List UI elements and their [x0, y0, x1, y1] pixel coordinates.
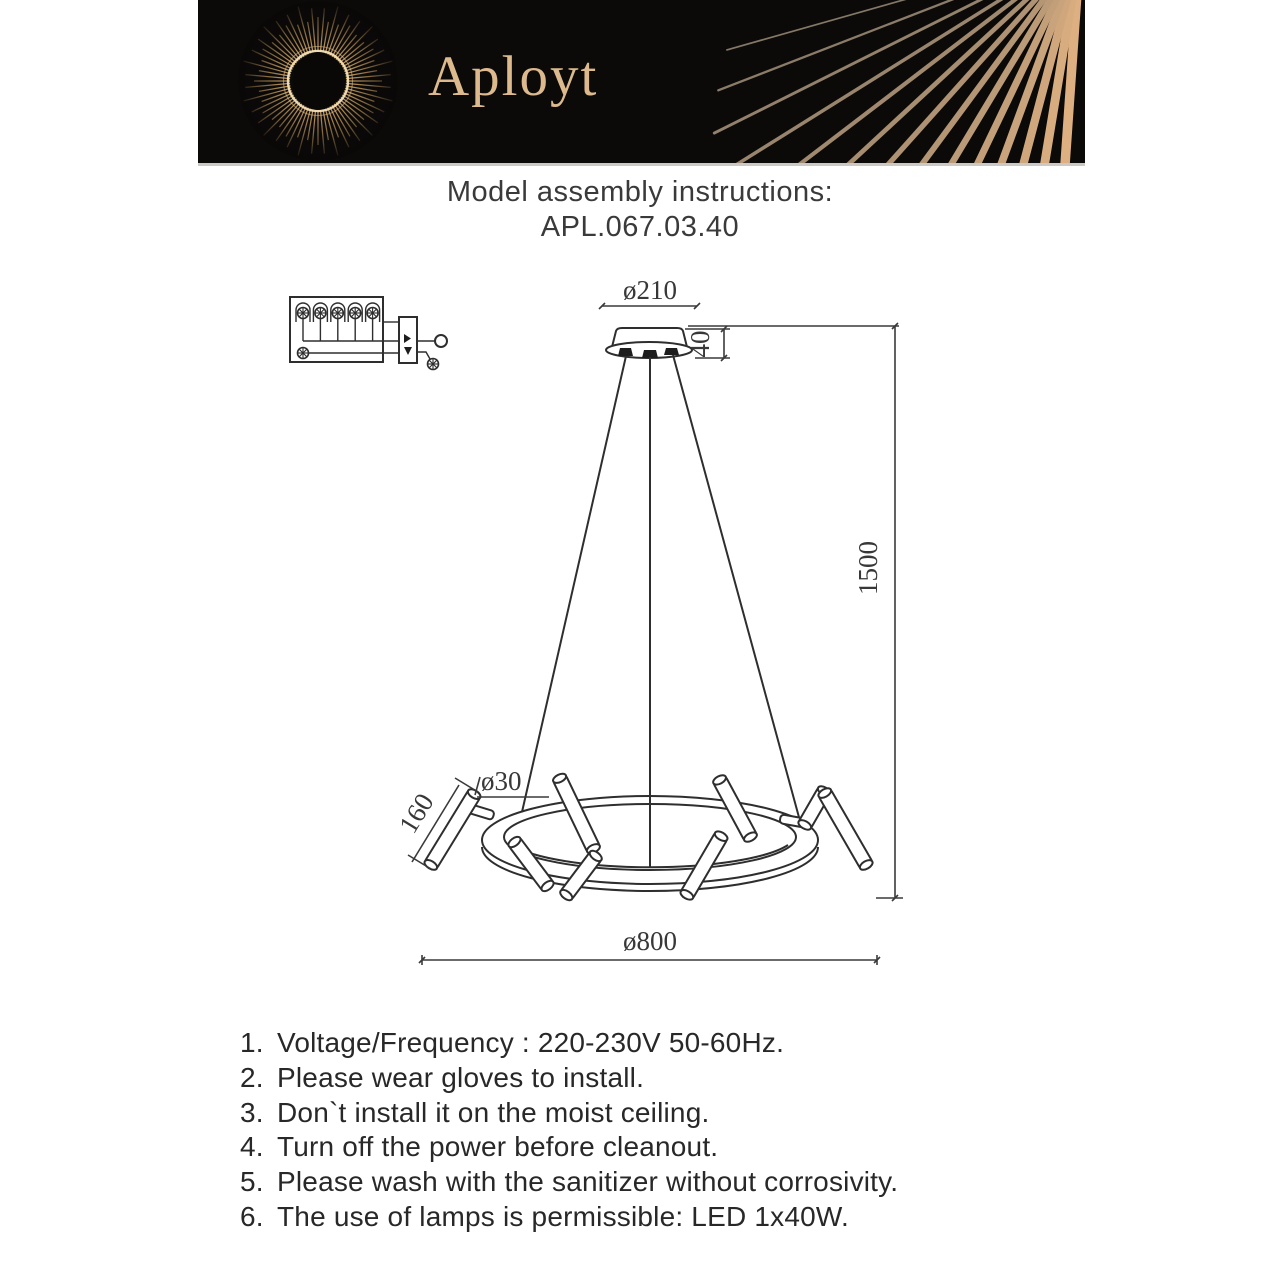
page-title: Model assembly instructions: [446, 176, 834, 208]
dimension-canopy-diameter [599, 275, 700, 309]
instruction-text: The use of lamps is permissible: LED 1x40W. [277, 1200, 849, 1232]
dimension-canopy-height [685, 326, 730, 361]
cable-left [522, 356, 626, 812]
brand-logo-starburst [233, 0, 403, 166]
assembly-drawing [240, 255, 960, 1015]
instruction-item [0, 1096, 1280, 1131]
dim-label-ring-diameter: ø800 [623, 926, 677, 956]
starburst-center [293, 52, 343, 110]
terminal-ring [435, 335, 447, 347]
spot-tube [552, 772, 602, 855]
cable-right [673, 355, 800, 821]
instruction-text: Please wash with the sanitizer without corrosivity. [277, 1166, 899, 1198]
instruction-item [0, 1061, 1280, 1096]
dimension-ring-diameter [419, 926, 880, 965]
instruction-number: 1. [240, 1027, 264, 1058]
dim-label-canopy-diameter: ø210 [623, 275, 677, 305]
lamp-symbol [367, 308, 378, 319]
spot-tube [507, 835, 556, 893]
instructions-list [0, 1026, 1280, 1235]
dim-label-drop-height: 1500 [853, 541, 883, 595]
instruction-text: Please wear gloves to install. [277, 1061, 645, 1093]
wiring-schematic [290, 297, 447, 370]
lamp-symbol [298, 308, 309, 319]
driver-mark [404, 347, 412, 355]
ceiling-canopy [606, 328, 692, 358]
instruction-number: 4. [240, 1131, 264, 1163]
brand-name: Aployt [428, 45, 599, 108]
lamp-symbol [315, 308, 326, 319]
instruction-number: 6. [240, 1200, 264, 1232]
spot-tube [558, 849, 603, 903]
instruction-item [0, 1200, 1280, 1235]
instruction-number: 3. [240, 1096, 264, 1128]
lamp-symbol [428, 359, 439, 370]
cable-grip [642, 350, 658, 358]
dimension-spot-diameter [475, 766, 549, 797]
cable-grip [618, 348, 633, 356]
ground-wire [417, 352, 430, 359]
spot-tube [817, 786, 874, 871]
dim-label-canopy-height: 40 [685, 330, 715, 358]
dim-label-spot-diameter: ø30 [481, 766, 522, 796]
instruction-item [0, 1026, 1280, 1061]
instruction-item [0, 1130, 1280, 1165]
instruction-number: 5. [240, 1166, 264, 1198]
lamp-symbol [332, 308, 343, 319]
driver-mark [404, 334, 411, 343]
instruction-text: Turn off the power before cleanout. [277, 1131, 719, 1163]
lamp-row [296, 303, 380, 341]
dimension-drop-height [688, 323, 903, 901]
brand-banner [198, 0, 1085, 166]
model-number: APL.067.03.40 [540, 211, 740, 243]
instruction-text: Don`t install it on the moist ceiling. [277, 1096, 710, 1128]
lamp-symbol [298, 348, 309, 359]
dim-label-spot-length: 160 [392, 788, 440, 839]
instruction-number: 2. [240, 1061, 264, 1093]
instruction-item [0, 1165, 1280, 1200]
instruction-text: Voltage/Frequency : 220-230V 50-60Hz. [277, 1027, 785, 1058]
cable-grip [664, 348, 679, 355]
lamp-symbol [350, 308, 361, 319]
